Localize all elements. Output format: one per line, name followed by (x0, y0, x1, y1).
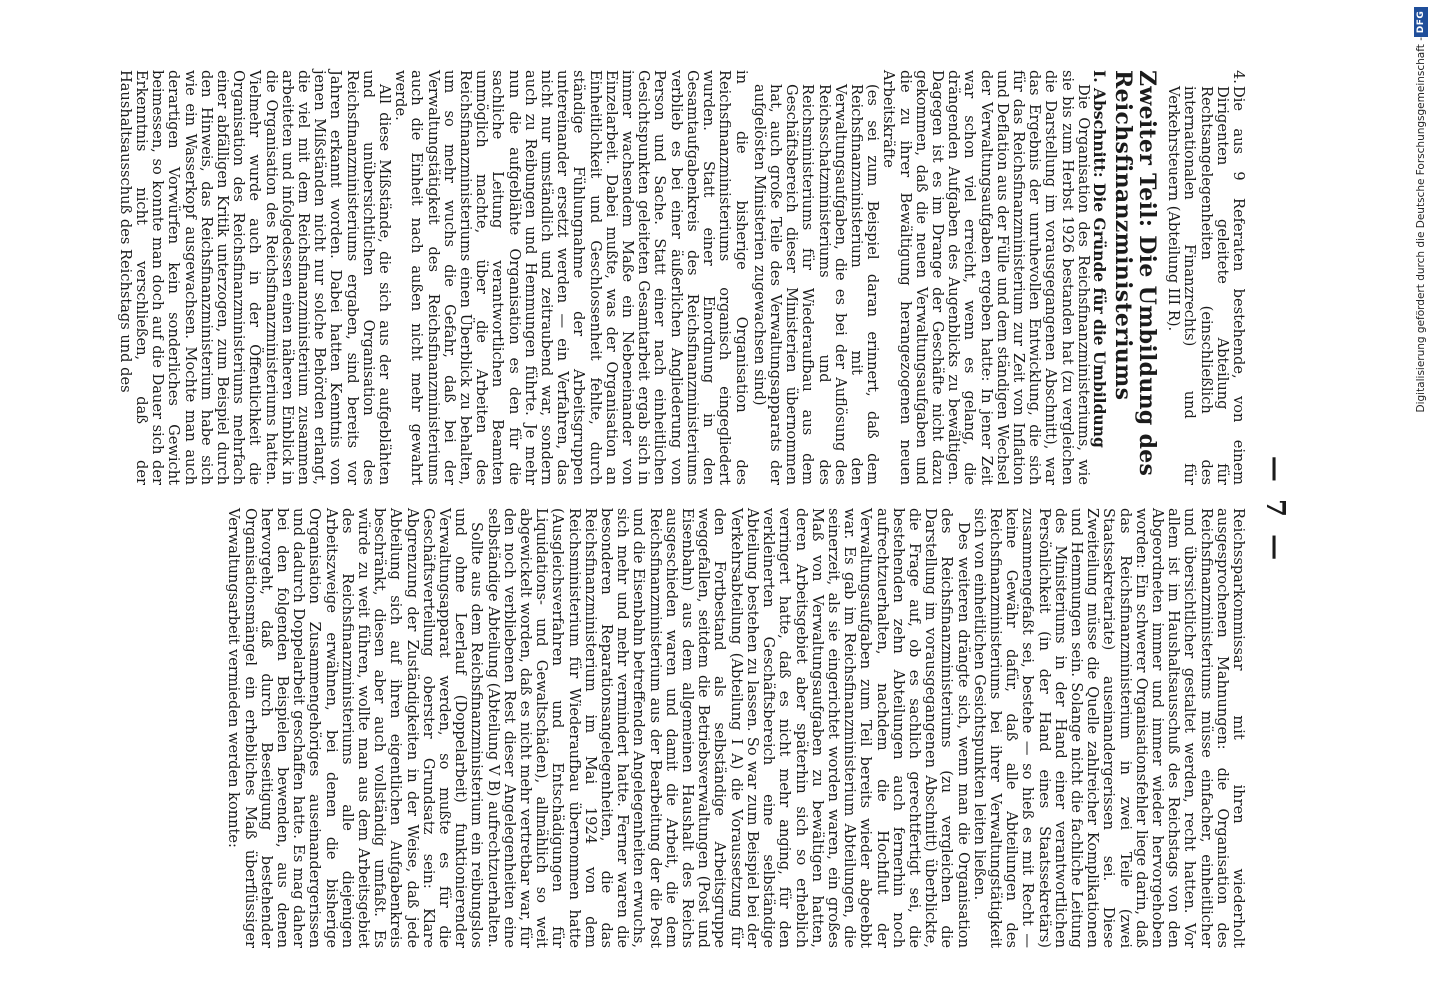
paragraph: in die bisherige Organisation des Reichsfinanzministeriums organisch eingegliedert wurden. Statt einer Einordnung in den Gesamtaufgabenkreis des Reichsfinanzministeriums verblieb es bei einer äußerlichen Angliederung von Person und Sache. Statt einer nach einheitlichen Gesichtspunkten geleiteten Gesamtarbeit ergab sich in immer wachsendem Maße ein Nebeneinander von Einzelarbeit. Dabei mußte, was der Organisation an Einheitlichkeit und Geschlossenheit fehlte, durch ständige Fühlungnahme der Arbeitsgruppen untereinander ersetzt werden — ein Verfahren, das nicht nur umständlich und zeitraubend war, sondern auch zu Reibungen und Hemmungen führte. Je mehr nun die aufgeblähte Organisation es den für die sachliche Leitung verantwortlichen Beamten unmöglich machte, über die Arbeiten des Reichsfinanzministeriums einen Überblick zu behalten, um so mehr wuchs die Gefahr, daß bei der Verwaltungstätigkeit des Reichsfinanzministeriums auch die Einheit nach außen nicht mehr gewahrt werde. (392, 70, 750, 485)
paragraph: Die Organisation des Reichsfinanzministeriums, wie sie bis zum Herbst 1926 bestanden hat (zu vergleichen die Darstellung im vorausgegangenen Abschnitt), war das Ergebnis der unruhevollen Entwicklung, die sich für das Reichsfinanzministerium zur Zeit von Inflation und Deflation aus der Fülle und dem ständigen Wechsel der Verwaltungsaufgaben ergeben hatte: In jener Zeit war schon viel erreicht, wenn es gelang, die drängenden Aufgaben des Augenblicks zu bewältigen. Dagegen ist es im Drange der Geschäfte nicht dazu gekommen, daß die neuen Verwaltungsaufgaben und die zu ihrer Bewältigung herangezogenen neuen Arbeitskräfte (880, 70, 1092, 485)
paragraph: Sollte aus dem Reichsfinanzministerium ein reibungslos und ohne Leerlauf (Doppelarbeit) funktionierender Verwaltungsapparat werden, so mußte es für die Geschäftsverteilung oberster Grundsatz sein: Klare Abgrenzung der Zuständigkeiten in der Weise, daß jede Abteilung sich auf ihren eigentlichen Aufgabenkreis beschränkt, diesen aber auch vollständig umfaßt. Es würde zu weit führen, wollte man aus dem Arbeitsgebiet des Reichsfinanzministeriums alle diejenigen Arbeitszweige erwähnen, bei denen die bisherige Organisation Zusammengehöriges auseinandergerissen und dadurch Doppelarbeit geschaffen hatte. Es mag daher bei den folgenden Beispielen bewenden, aus denen hervorgeht, daß durch Beseitigung bestehender Organisationsmängel ein erhebliches Maß überflüssiger Verwaltungsarbeit vermieden werden konnte: (225, 508, 486, 948)
credit-text: Digitalisierung gefördert durch die Deutsche Forschungsgemeinschaft - (1415, 37, 1427, 413)
part-heading: Zweiter Teil: Die Umbildung des Reichsfinanzministeriums (1109, 70, 1160, 477)
right-column (146, 508, 1246, 948)
digitization-credit (1414, 7, 1428, 997)
dfg-logo-text: DFG (1416, 10, 1426, 34)
left-column (116, 70, 1247, 485)
list-item (1165, 70, 1246, 485)
page-number: — 7 — (1260, 455, 1290, 565)
paragraph: Reichssparkommissar mit ihren wiederholt ausgesprochenen Mahnungen: die Organisation des Reichsfinanzministeriums müsse einfacher, einheitlicher und übersichtlicher gestaltet werden, recht hatten. Vor allem ist im Haushaltsausschuß des Reichstags von den Abgeordneten immer und immer wieder hervorgehoben worden: Ein schwerer Organisationsfehler liege darin, daß das Reichsfinanzministerium in zwei Teile (zwei Staatssekretariate) auseinandergerissen sei. Diese Zweiteilung müsse die Quelle zahlreicher Komplikationen und Hemmungen sein. Solange nicht die fachliche Leitung des Ministeriums in der Hand einer verantwortlichen Persönlichkeit (in der Hand eines Staatssekretärs) zusammengefaßt sei, bestehe — so hieß es mit Recht — keine Gewähr dafür, daß alle Abteilungen des Reichsfinanzministeriums bei ihrer Verwaltungstätigkeit sich von einheitlichen Gesichtspunkten leiten ließen. (970, 508, 1247, 948)
list-item-number: 4. (1230, 70, 1247, 84)
paragraph: All diese Mißstände, die sich aus der aufgeblähten und unübersichtlichen Organisation des Reichsfinanzministeriums ergaben, sind bereits vor Jahren erkannt worden. Dabei hatten Kenntnis von jenen Mißständen nicht nur solche Behörden erlangt, die viel mit dem Reichsfinanzministerium zusammen arbeiteten und infolgedessen einen näheren Einblick in die Organisation des Reichsfinanzministeriums hatten. Vielmehr wurde auch in der Öffentlichkeit die Organisation des Reichsfinanzministeriums mehrfach einer abfälligen Kritik unterzogen, zum Beispiel durch den Hinweis, das Reichsfinanzministerium habe sich wie ein Wasserkopf ausgewachsen. Mochte man auch derartigen Vorwürfen kein sonderliches Gewicht beimessen, so konnte man doch auf die Dauer sich der Erkenntnis nicht verschließen, daß der Haushaltsausschuß des Reichstags und des (116, 70, 394, 485)
paragraph: Des weiteren drängte sich, wenn man die Organisation des Reichsfinanzministeriums (zu vergleichen die Darstellung im vorausgegangenen Abschnitt) überblickte, die Frage auf, ob es sachlich gerechtfertigt sei, die bestehenden zehn Abteilungen auch fernerhin noch aufrechtzuerhalten, nachdem die Hochflut der Verwaltungsaufgaben zum Teil bereits wieder abgeebbt war. Es gab im Reichsfinanzministerium Abteilungen, die seinerzeit, als sie eingerichtet worden waren, ein großes Maß von Verwaltungsaufgaben zu bewältigen hatten, deren Arbeitsgebiet aber späterhin sich so erheblich verringert hatte, daß es nicht mehr anging, für den verkleinerten Geschäftsbereich eine selbständige Abteilung bestehen zu lassen. So war zum Beispiel bei der Verkehrsabteilung (Abteilung I A) die Voraussetzung für den Fortbestand als selbständige Arbeitsgruppe weggefallen, seitdem die Betriebsverwaltungen (Post und Eisenbahn) aus dem allgemeinen Haushalt des Reichs ausgeschieden waren und damit die Arbeit, die dem Reichsfinanzministerium aus der Bearbeitung der die Post und die Eisenbahn betreffenden Angelegenheiten erwuchs, sich mehr und mehr vermindert hatte. Ferner waren die besonderen Reparationsangelegenheiten, die das Reichsfinanzministerium im Mai 1924 von dem Reichsministerium für Wiederaufbau übernommen hatte (Ausgleichsverfahren und Entschädigungen für Liquidations- und Gewaltschäden), allmählich so weit abgewickelt worden, daß es nicht mehr vertretbar war, für den noch verbliebenen Rest dieser Angelegenheiten eine selbständige Abteilung (Abteilung V B) aufrechtzuerhalten. (484, 508, 972, 948)
scanned-page (110, 60, 1290, 960)
parenthetical-note: (es sei zum Beispiel daran erinnert, daß dem Reichsfinanzministerium mit den Verwaltungsaufgaben, die es bei der Auflösung des Reichsschatzministeriums und des Reichsministeriums für Wiederaufbau aus dem Geschäftsbereich dieser Ministerien übernommen hat, auch große Teile des Verwaltungsapparats der aufgelösten Ministerien zugewachsen sind) (750, 84, 882, 485)
dfg-logo (1414, 7, 1428, 37)
section-heading: I. Abschnitt: Die Gründe für die Umbildung (1089, 70, 1109, 448)
list-item-text: Die aus 9 Referaten bestehende, von einem Dirigenten geleitete Abteilung für Rechtsangelegenheiten (einschließlich des internationalen Finanzrechts) und für Verkehrsteuern (Abteilung III R). (1165, 86, 1247, 485)
